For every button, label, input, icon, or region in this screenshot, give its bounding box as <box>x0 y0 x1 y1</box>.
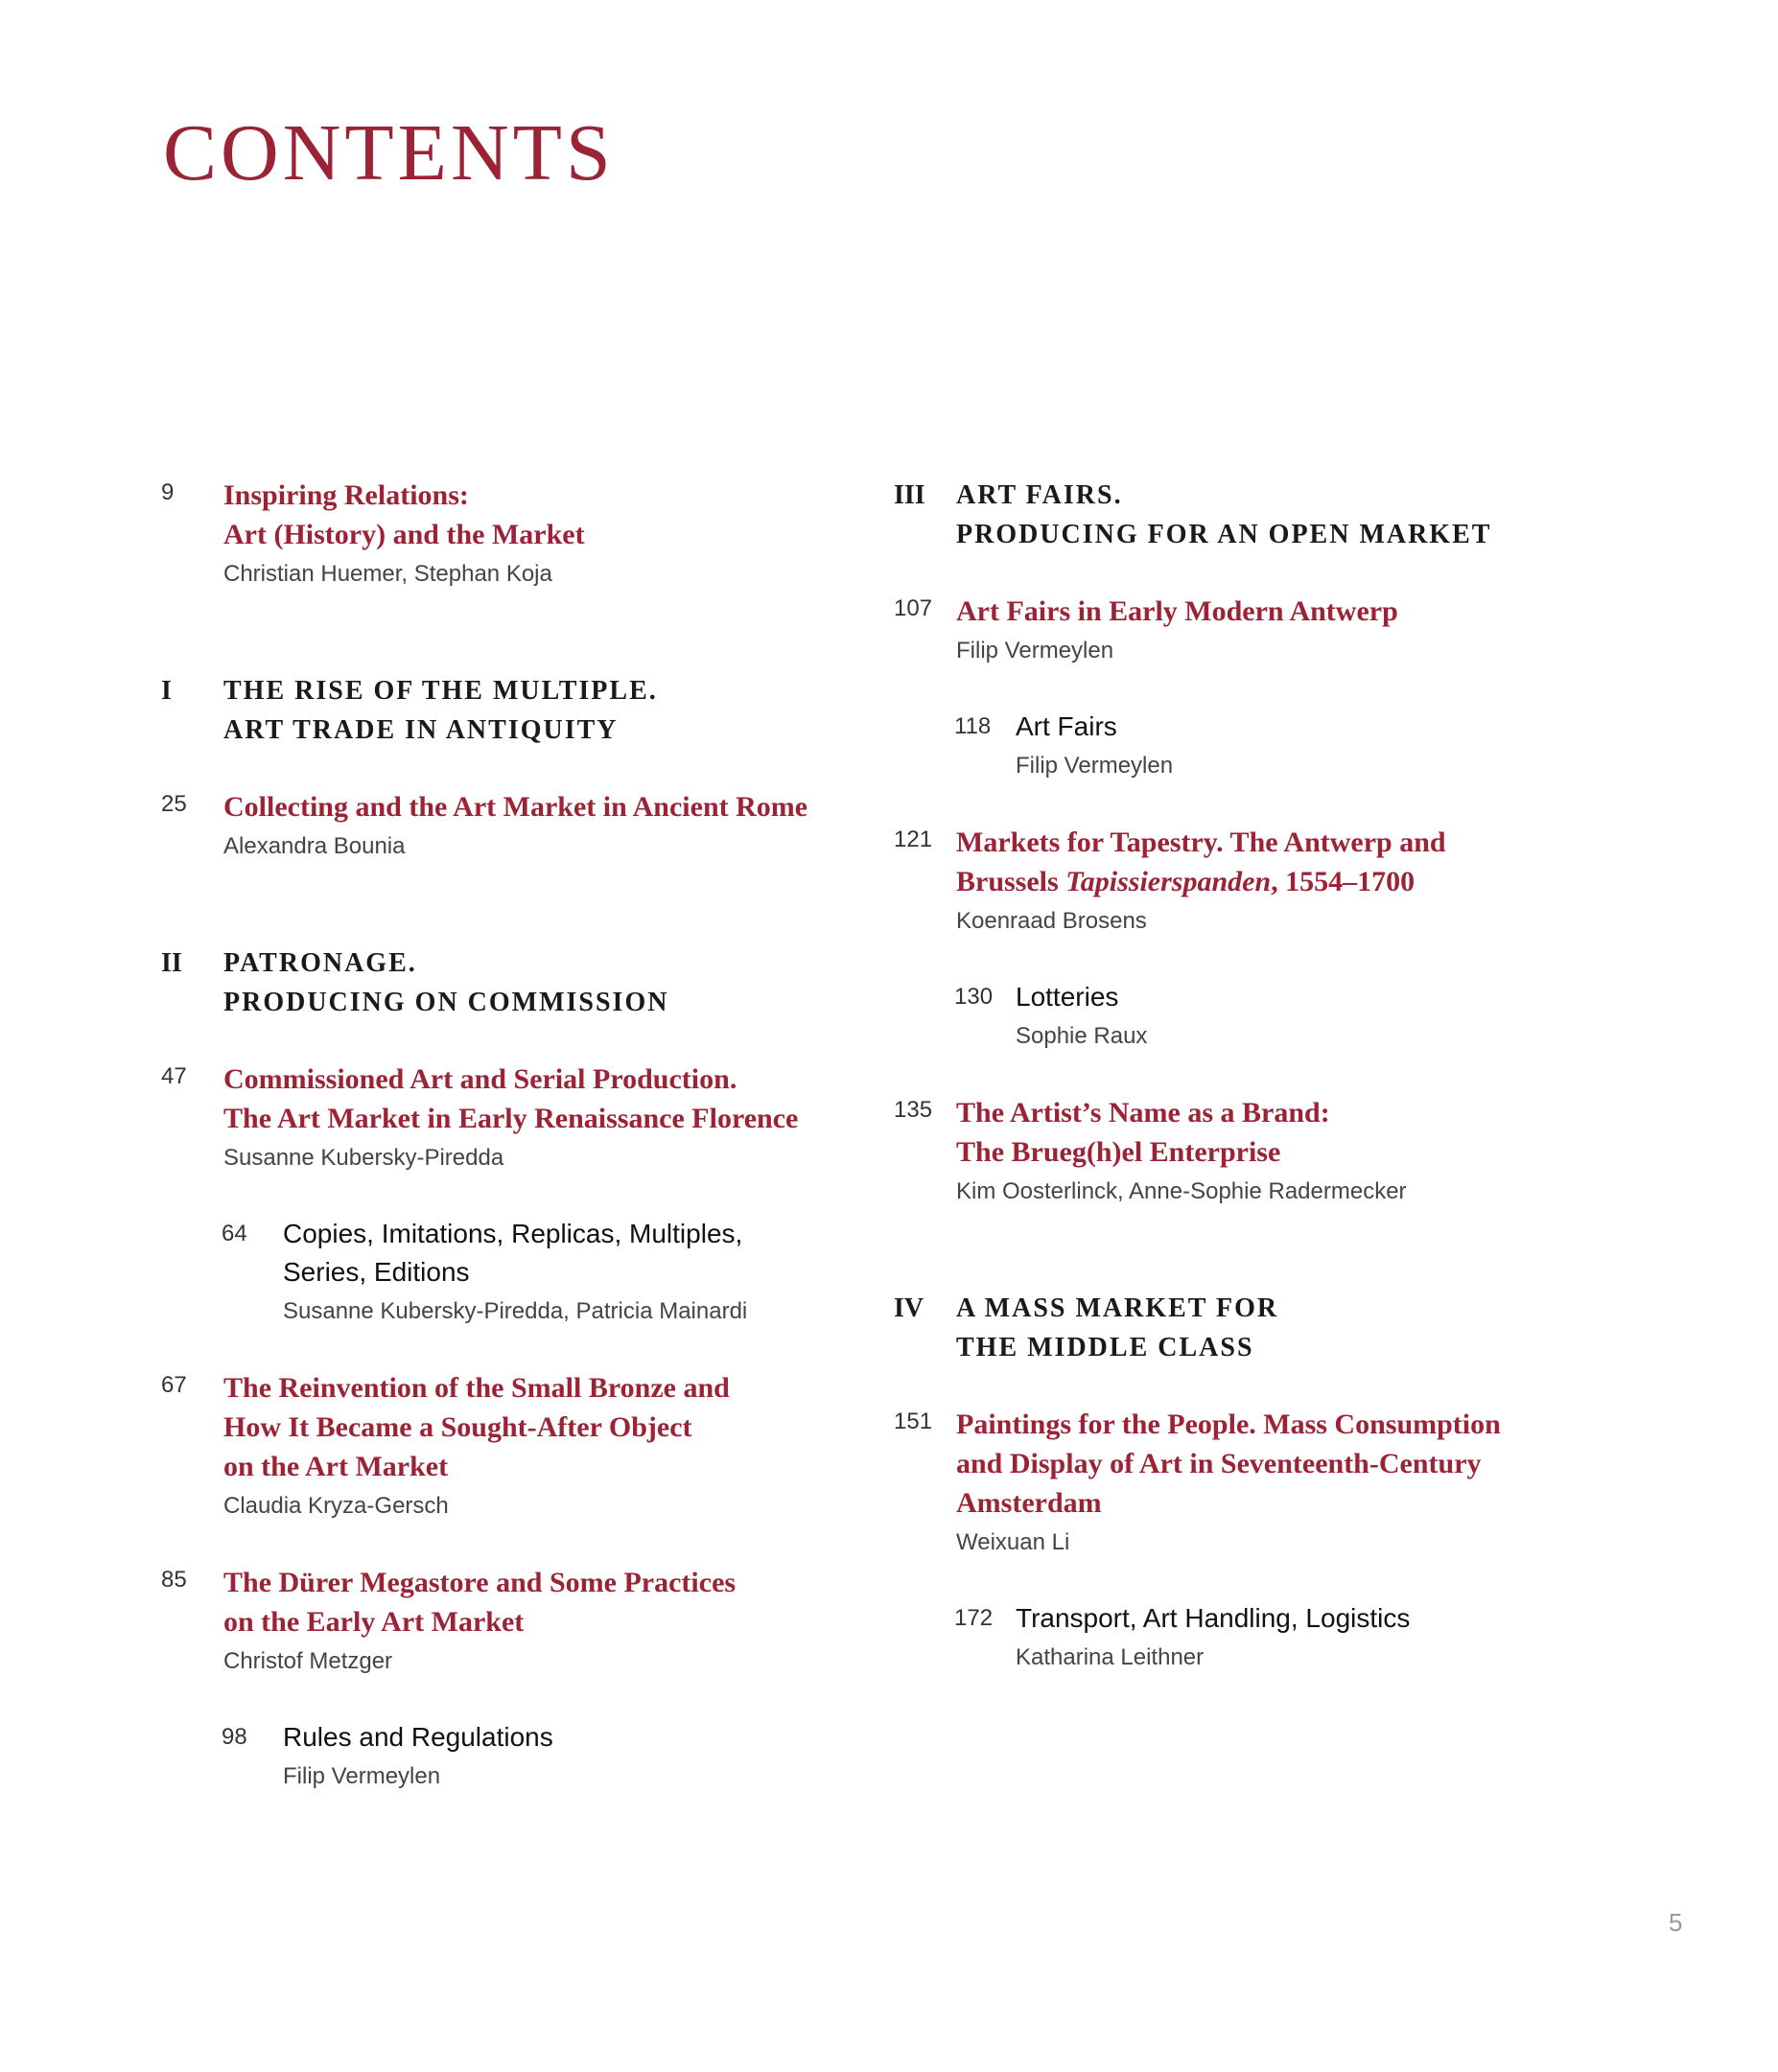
entry-title-line: The Art Market in Early Renaissance Florence <box>223 1103 799 1134</box>
part-heading-iv <box>894 1289 1623 1367</box>
page-number: 151 <box>894 1408 933 1434</box>
entry-author: Filip Vermeylen <box>283 1763 441 1789</box>
part-title-line: PATRONAGE. <box>223 948 417 978</box>
part-title-line: A MASS MARKET FOR <box>956 1293 1279 1323</box>
page-title: CONTENTS <box>163 108 615 198</box>
subentry-title-line: Copies, Imitations, Replicas, Multiples, <box>283 1219 743 1248</box>
folio-page-number: 5 <box>1669 1908 1683 1937</box>
entry-title-line: The Dürer Megastore and Some Practices <box>223 1567 737 1598</box>
entry-author: Christian Huemer, Stephan Koja <box>223 561 552 587</box>
entry-title-line: Collecting and the Art Market in Ancient Rome <box>223 791 808 823</box>
page-number: 85 <box>161 1567 187 1593</box>
entry-title-italic: Tapissierspanden <box>1065 866 1272 897</box>
toc-left-column <box>161 476 871 1797</box>
entry-author: Alexandra Bounia <box>223 833 406 859</box>
entry-author: Koenraad Brosens <box>956 908 1147 934</box>
part-numeral: I <box>161 676 172 706</box>
page-number: 107 <box>894 595 933 621</box>
part-title-line: PRODUCING FOR AN OPEN MARKET <box>956 520 1492 549</box>
entry-title-line: The Artist’s Name as a Brand: <box>956 1097 1330 1129</box>
entry-title-line: Inspiring Relations: <box>223 479 469 511</box>
page-number: 135 <box>894 1097 933 1123</box>
page-number: 67 <box>161 1372 187 1398</box>
toc-entry-ancient-rome[interactable] <box>161 787 871 867</box>
subentry-title-line: Series, Editions <box>283 1257 470 1287</box>
page-number: 172 <box>954 1605 994 1631</box>
entry-author: Claudia Kryza-Gersch <box>223 1493 449 1519</box>
toc-entry-antwerp-fairs[interactable] <box>894 592 1623 671</box>
entry-title-line: Commissioned Art and Serial Production. <box>223 1063 737 1095</box>
entry-title-line: on the Art Market <box>223 1451 449 1482</box>
part-title-line: ART TRADE IN ANTIQUITY <box>223 715 619 745</box>
entry-title-line: on the Early Art Market <box>223 1606 525 1638</box>
part-title-line: THE RISE OF THE MULTIPLE. <box>223 676 658 706</box>
entry-author: Filip Vermeylen <box>1016 753 1174 779</box>
entry-title-line: and Display of Art in Seventeenth-Century <box>956 1448 1482 1479</box>
entry-author: Weixuan Li <box>956 1529 1070 1555</box>
entry-title-line: Amsterdam <box>956 1487 1102 1519</box>
entry-title-line: Markets for Tapestry. The Antwerp and <box>956 826 1446 858</box>
subentry-title-line: Transport, Art Handling, Logistics <box>1016 1603 1411 1633</box>
toc-subentry-art-fairs[interactable] <box>894 708 1623 786</box>
toc-entry-commissioned-art[interactable] <box>161 1059 871 1178</box>
part-numeral: III <box>894 480 925 510</box>
page-number: 47 <box>161 1063 187 1089</box>
page-number: 98 <box>222 1724 247 1750</box>
toc-entry-tapestry[interactable] <box>894 823 1623 942</box>
entry-author: Susanne Kubersky-Piredda, Patricia Mainardi <box>283 1298 748 1324</box>
page-number: 121 <box>894 826 933 852</box>
entry-author: Filip Vermeylen <box>956 638 1114 664</box>
page-number: 64 <box>222 1221 247 1246</box>
subentry-title-line: Art Fairs <box>1016 711 1117 741</box>
part-title-line: THE MIDDLE CLASS <box>956 1333 1254 1362</box>
page-number: 25 <box>161 791 187 817</box>
toc-subentry-rules[interactable] <box>161 1718 871 1797</box>
entry-title-line: Art (History) and the Market <box>223 519 585 550</box>
subentry-title-line: Rules and Regulations <box>283 1722 553 1752</box>
page-number: 9 <box>161 479 175 505</box>
toc-entry-small-bronze[interactable] <box>161 1368 871 1526</box>
entry-author: Katharina Leithner <box>1016 1644 1205 1670</box>
entry-title-part: , 1554–1700 <box>1271 866 1415 897</box>
entry-title-part: Brussels <box>956 866 1066 897</box>
toc-entry-durer-megastore[interactable] <box>161 1563 871 1682</box>
entry-author: Sophie Raux <box>1016 1023 1148 1049</box>
subentry-title-line: Lotteries <box>1016 982 1119 1012</box>
entry-title-line: The Reinvention of the Small Bronze and <box>223 1372 730 1404</box>
page-number: 130 <box>954 984 994 1010</box>
part-heading-iii <box>894 476 1623 554</box>
page-number: 118 <box>954 713 992 739</box>
toc-entry-brueghel[interactable] <box>894 1093 1623 1212</box>
toc-subentry-transport[interactable] <box>894 1599 1623 1678</box>
part-numeral: IV <box>894 1293 924 1323</box>
entry-title-line <box>956 862 1623 901</box>
entry-author: Susanne Kubersky-Piredda <box>223 1145 504 1171</box>
entry-author: Kim Oosterlinck, Anne-Sophie Radermecker <box>956 1178 1407 1204</box>
entry-title-line: How It Became a Sought-After Object <box>223 1411 692 1443</box>
part-title-line: PRODUCING ON COMMISSION <box>223 988 669 1017</box>
entry-author: Christof Metzger <box>223 1648 393 1674</box>
part-numeral: II <box>161 948 182 978</box>
toc-entry-paintings-for-people[interactable] <box>894 1405 1623 1563</box>
entry-title-line: Art Fairs in Early Modern Antwerp <box>956 595 1398 627</box>
part-heading-i <box>161 671 871 750</box>
toc-right-column <box>894 476 1623 1678</box>
entry-title-line: The Brueg(h)el Enterprise <box>956 1136 1281 1168</box>
entry-title-line: Paintings for the People. Mass Consumption <box>956 1408 1501 1440</box>
toc-entry-inspiring-relations[interactable] <box>161 476 871 594</box>
part-heading-ii <box>161 943 871 1022</box>
part-title-line: ART FAIRS. <box>956 480 1123 510</box>
toc-subentry-copies[interactable] <box>161 1215 871 1332</box>
toc-subentry-lotteries[interactable] <box>894 978 1623 1057</box>
